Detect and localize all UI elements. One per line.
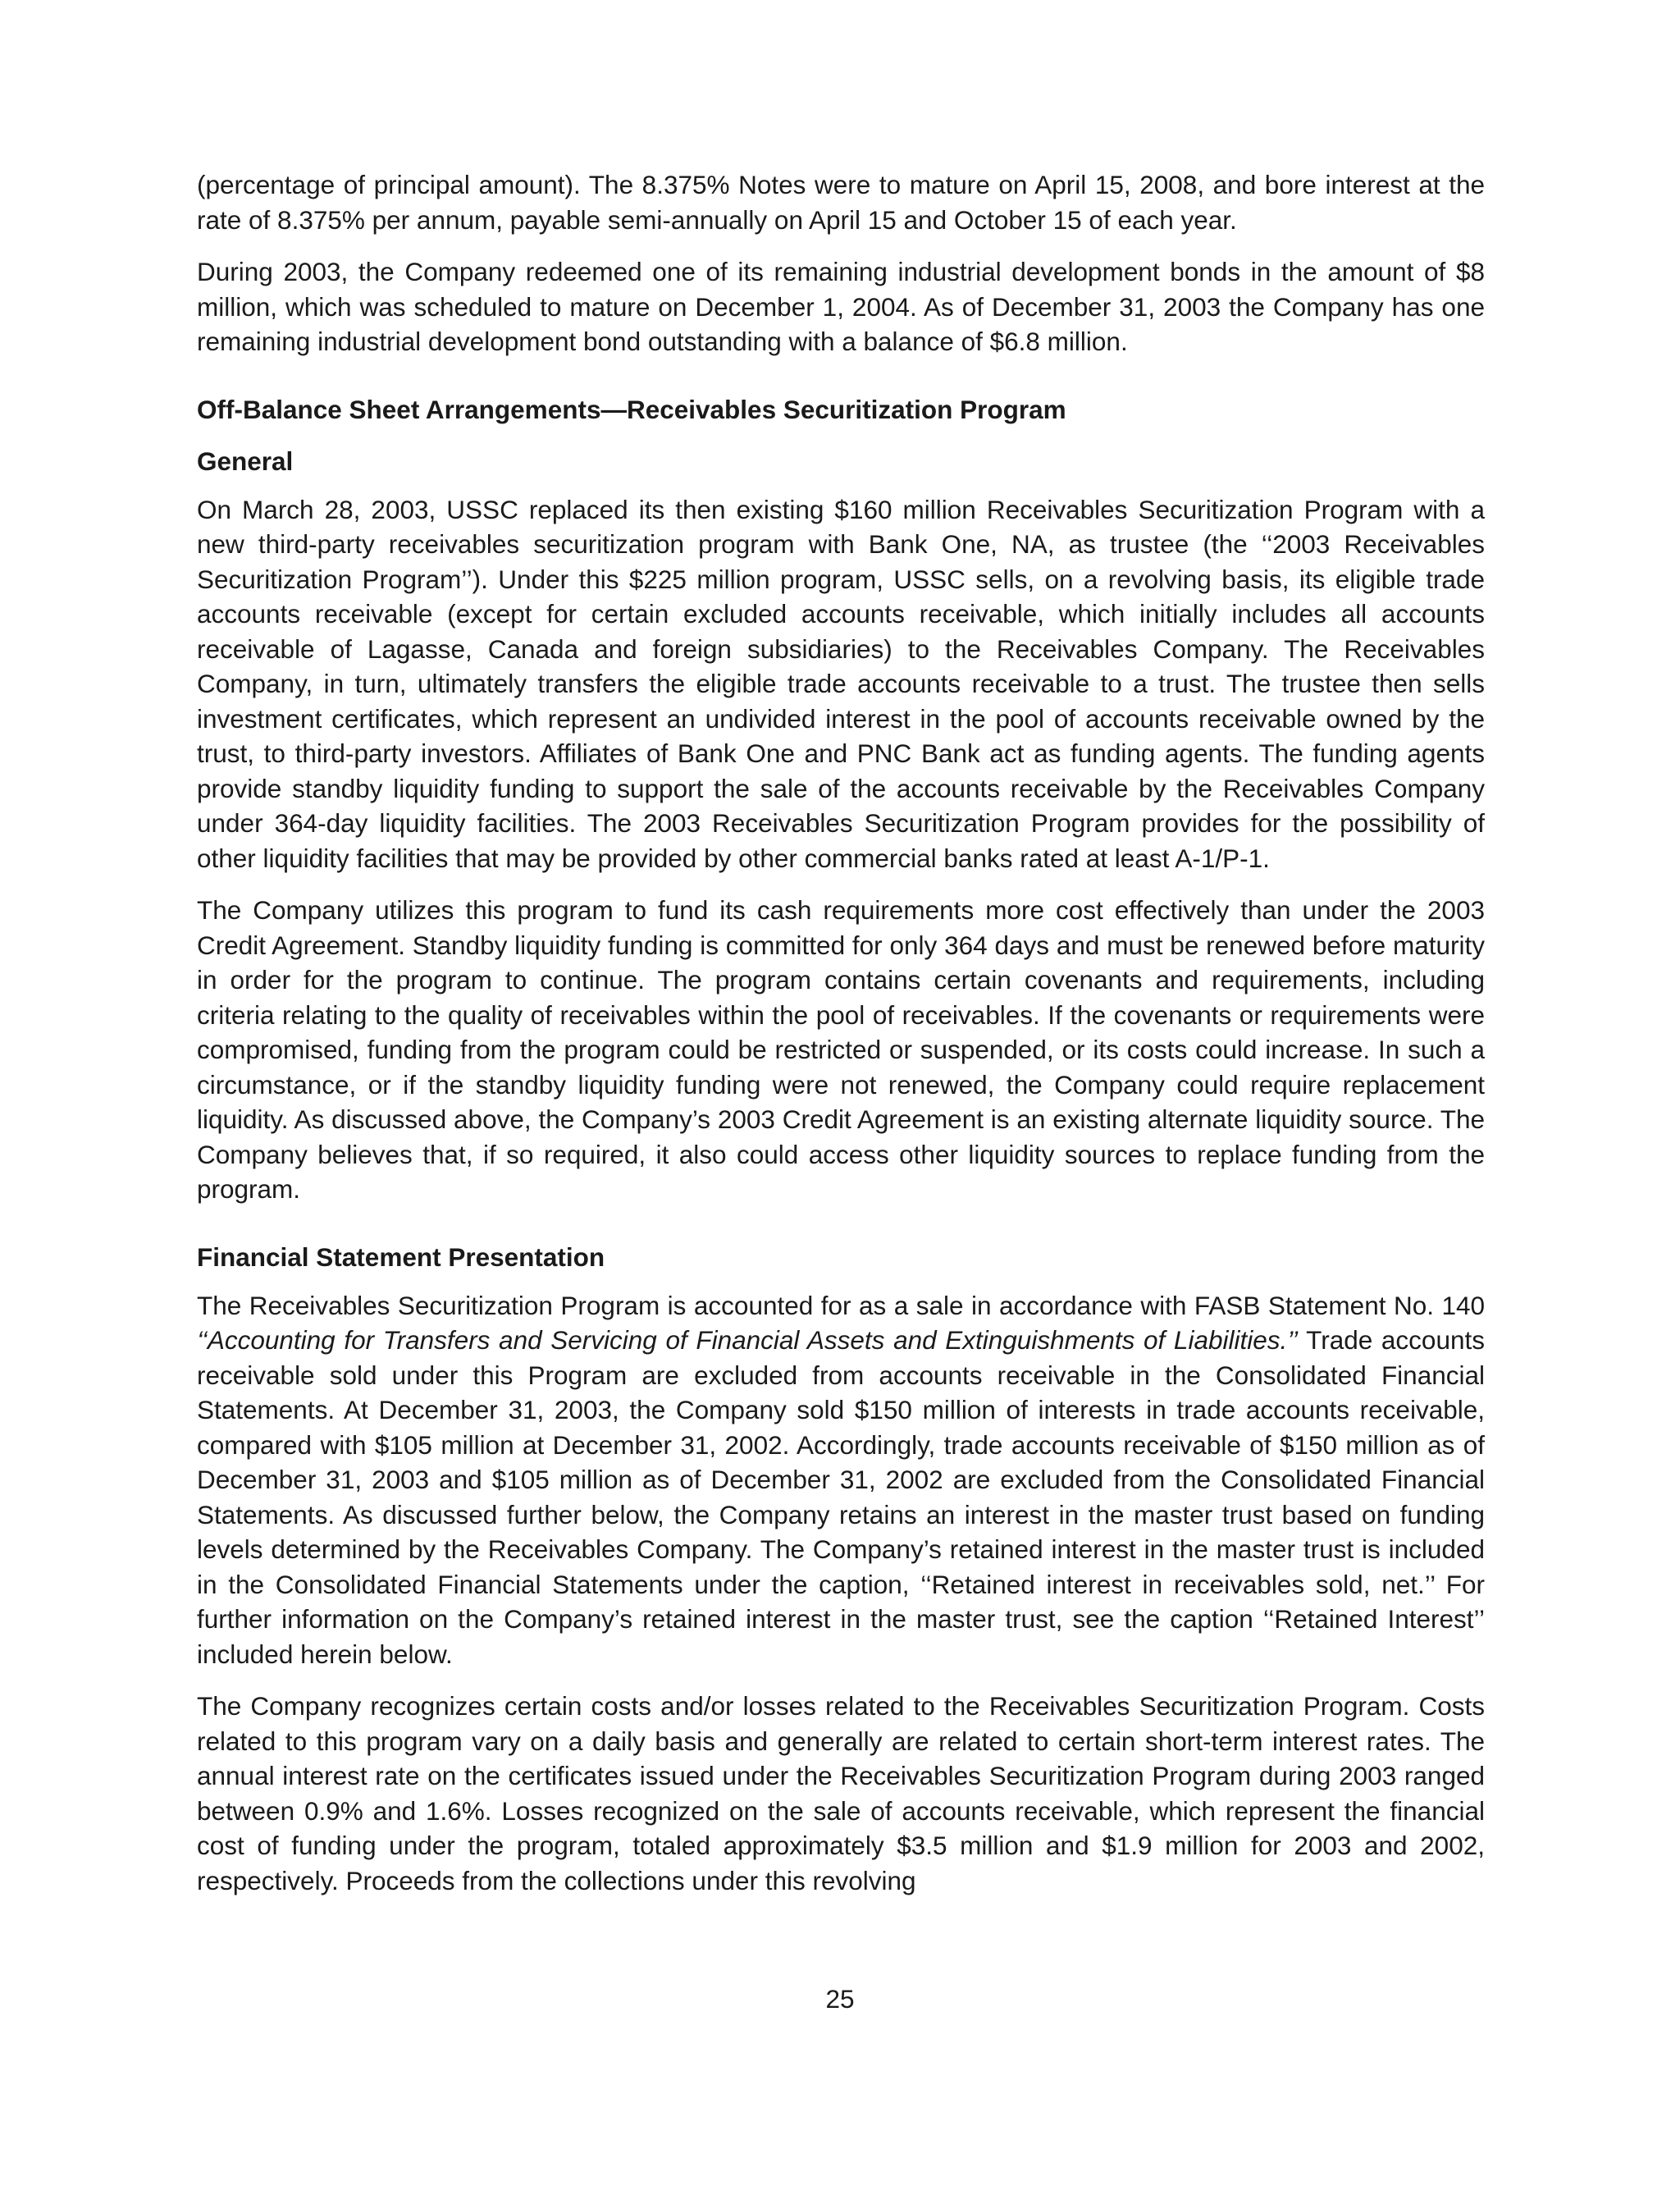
general-paragraph-1: On March 28, 2003, USSC replaced its then existing $160 million Receivables Securitization Program with a new third-party receivables securitization program with Bank One, NA, as trustee (the ‘‘2003 Receivables Securitization Program’’). Under this $225 million program, USSC sells, on a revolving basis, its eligible trade accounts receivable (except for certain excluded accounts receivable, which initially includes all accounts receivable of Lagasse, Canada and foreign subsidiaries) to the Receivables Company. The Receivables Company, in turn, ultimately transfers the eligible trade accounts receivable to a trust. The trustee then sells investment certificates, which represent an undivided interest in the pool of accounts receivable owned by the trust, to third-party investors. Affiliates of Bank One and PNC Bank act as funding agents. The funding agents provide standby liquidity funding to support the sale of the accounts receivable by the Receivables Company under 364-day liquidity facilities. The 2003 Receivables Securitization Program provides for the possibility of other liquidity facilities that may be provided by other commercial banks rated at least A-1/P-1. — [197, 494, 1485, 873]
intro-paragraph-1: (percentage of principal amount). The 8.375% Notes were to mature on April 15, 2008, and bore interest at the rate of 8.375% per annum, payable semi-annually on April 15 and October 15 of each year. — [197, 170, 1485, 235]
financial-statement-heading: Financial Statement Presentation — [197, 1241, 605, 1272]
fasb-intro-text: The Receivables Securitization Program is accounted for as a sale in accordance with FASB Statement No. 140 — [197, 1290, 1485, 1320]
general-heading: General — [197, 446, 294, 476]
document-page — [197, 167, 1485, 1915]
intro-paragraph-2: During 2003, the Company redeemed one of its remaining industrial development bonds in the amount of $8 million, which was scheduled to mature on December 1, 2004. As of December 31, 2003 the Company has one remaining industrial development bond outstanding with a balance of $6.8 million. — [197, 257, 1485, 356]
off-balance-sheet-heading: Off-Balance Sheet Arrangements—Receivables Securitization Program — [197, 394, 1066, 424]
fasb-remaining-text: Trade accounts receivable sold under this Program are excluded from accounts receivable in the Consolidated Financial Statements. At December 31, 2003, the Company sold $150 million of interests in trade accounts receivable, compared with $105 million at December 31, 2002. Accordingly, trade accounts receivable of $150 million as of December 31, 2003 and $105 million as of December 31, 2002 are excluded from the Consolidated Financial Statements. As discussed further below, the Company retains an interest in the master trust based on funding levels determined by the Receivables Company. The Company’s retained interest in the master trust is included in the Consolidated Financial Statements under the caption, ‘‘Retained interest in receivables sold, net.’’ For further information on the Company’s retained interest in the master trust, see the caption ‘‘Retained Interest’’ included herein below. — [197, 1325, 1485, 1669]
financial-statement-paragraph-1 — [197, 1288, 1485, 1672]
financial-statement-paragraph-2: The Company recognizes certain costs and/or losses related to the Receivables Securitization Program. Costs related to this program vary on a daily basis and generally are related to certain short-term interest rates. The annual interest rate on the certificates issued under the Receivables Securitization Program during 2003 ranged between 0.9% and 1.6%. Losses recognized on the sale of accounts receivable, which represent the financial cost of funding under the program, totaled approximately $3.5 million and $1.9 million for 2003 and 2002, respectively. Proceeds from the collections under this revolving — [197, 1691, 1485, 1895]
fasb-statement-title: ‘‘Accounting for Transfers and Servicing of Financial Assets and Extinguishments of Liabilities.’’ — [197, 1325, 1299, 1355]
page-number: 25 — [825, 1984, 855, 2014]
general-paragraph-2: The Company utilizes this program to fund its cash requirements more cost effectively than under the 2003 Credit Agreement. Standby liquidity funding is committed for only 364 days and must be renewed before maturity in order for the program to continue. The program contains certain covenants and requirements, including criteria relating to the quality of receivables within the pool of receivables. If the covenants or requirements were compromised, funding from the program could be restricted or suspended, or its costs could increase. In such a circumstance, or if the standby liquidity funding were not renewed, the Company could require replacement liquidity. As discussed above, the Company’s 2003 Credit Agreement is an existing alternate liquidity source. The Company believes that, if so required, it also could access other liquidity sources to replace funding from the program. — [197, 895, 1485, 1204]
